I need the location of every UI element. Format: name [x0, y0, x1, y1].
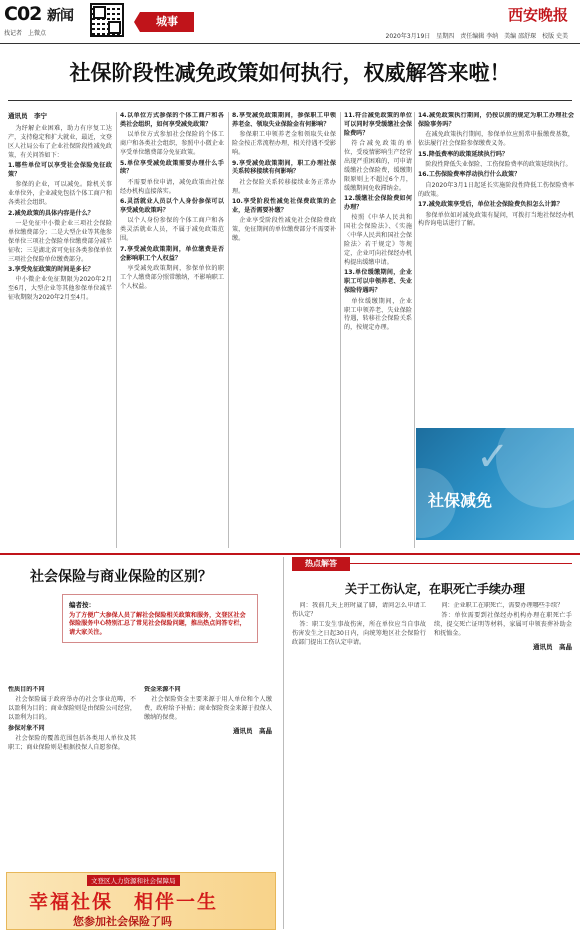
article-column-3: [232, 112, 336, 548]
section-heading: 12.缓缴社会保险费如何办理？: [344, 195, 412, 212]
lower-byline: 通讯员 高晶: [233, 727, 272, 736]
section-heading: 5.单位享受减免政策需要办理什么手续？: [120, 159, 224, 176]
byline: 通讯员 李宁: [8, 112, 47, 120]
ad-subslogan: 您参加社会保险了吗: [73, 915, 172, 928]
section-heading: 参保对象不同: [8, 724, 45, 732]
paragraph: 以单位方式参加社会保险的个体工商户和各类社会组织，参照中小微企业享受单位缴费部分免征政策。: [120, 131, 224, 157]
paragraph: 阶段性降低失业保险、工伤保险费率的政策延续执行。: [425, 161, 572, 169]
paragraph: 不需要单位申请，减免政策由社保经办机构直接落实。: [120, 178, 224, 195]
paragraph: 在减免政策执行期间，参保单位应照常申报缴费基数，依法履行社会保险参保缴费义务。: [418, 131, 574, 148]
paragraph: 参保职工申领养老金和领取失业保险金按正常流程办理，相关待遇不受影响。: [232, 131, 336, 157]
article-column-1: [8, 112, 112, 548]
hot-answer-tag: 热点解答: [292, 557, 350, 571]
section-heading: 9.享受减免政策期间，职工办理社保关系转移接续有何影响？: [232, 159, 336, 176]
editor-note-box: [62, 594, 258, 643]
social-security-photo: [416, 428, 574, 540]
section-heading: 7.享受减免政策期间，单位缴费是否会影响职工个人权益？: [120, 245, 224, 262]
ad-sponsor: 文登区人力资源和社会保障局: [87, 875, 180, 886]
qa-paragraph: 答：单位需要到社保经办机构办理在职死亡手续，提交死亡证明等材料，家属可申领丧葬补助金和抚恤金。: [434, 612, 572, 638]
paragraph: 社会保险关系转移接续业务正常办理。: [232, 178, 336, 195]
column-divider: [414, 112, 415, 548]
qa-paragraph: 答：职工发生事故伤害，所在单位应当自事故伤害发生之日起30日内，向统筹地区社会保险行政部门提出工伤认定申请。: [292, 621, 426, 647]
paragraph: 以个人身份参保的个体工商户和各类灵活就业人员，不属于减免政策范围。: [120, 217, 224, 243]
page-label: 新闻: [47, 8, 74, 24]
section-heading: 15.降低费率的政策延续执行吗？: [418, 150, 509, 158]
page-number: [4, 3, 73, 25]
qa-paragraph: 问：我前几天上班时崴了脚，请问怎么申请工伤认定？: [292, 602, 426, 618]
paragraph: 自2020年3月1日起延长实施阶段性降低工伤保险费率的政策。: [418, 181, 574, 198]
paragraph: 社会保险资金主要来源于用人单位和个人缴费，政府给予补贴；商业保险资金来源于投保人缴纳的保费。: [144, 696, 272, 722]
right-byline: 通讯员 高晶: [533, 643, 572, 652]
article-column-2: [120, 112, 224, 548]
section-heading: 性质目的不同: [8, 686, 45, 693]
paragraph: 社会保险属于政府举办的社会事业范畴，不以盈利为目的；商业保险则是由保险公司经营，以盈利为目的。: [8, 696, 136, 722]
section-heading: 13.单位缓缴期间，企业职工可以申领养老、失业保险待遇吗？: [344, 269, 412, 295]
paragraph: 企业享受阶段性减免社会保险费政策，免征期间的单位缴费部分不需要补缴。: [232, 217, 336, 243]
section-heading: 17.减免政策享受后，单位社会保险费负担怎么计算？: [418, 201, 563, 209]
section-heading: 16.工伤保险费率浮动执行什么政策？: [418, 171, 521, 179]
paragraph: 按照《中华人民共和国社会保险法》、《实施〈中华人民共和国社会保险法〉若干规定》等规定，企业可向社保经办机构提出缓缴申请。: [344, 214, 412, 266]
right-article-title: 关于工伤认定，在职死亡手续办理: [345, 582, 526, 596]
column-divider: [116, 112, 117, 548]
right-column-1: [292, 602, 426, 928]
section-heading: 3.享受免征政策的时间是多长？: [8, 266, 94, 273]
column-divider: [228, 112, 229, 548]
header-sub: 找记者 上微点: [4, 30, 47, 37]
lower-column-2: [144, 686, 272, 866]
paragraph: 社会保险的覆盖范围包括各类用人单位及其职工；商业保险则是根据投保人自愿参保。: [8, 735, 136, 751]
section-heading: 10.享受阶段性减免社保费政策的企业，是否需要补缴？: [232, 198, 336, 215]
photo-slogan: 社保减免: [428, 491, 493, 510]
main-headline: 社保阶段性减免政策如何执行，权威解答来啦！: [69, 61, 511, 85]
column-divider: [340, 112, 341, 548]
section-heading: 2.减免政策的具体内容是什么？: [8, 209, 94, 217]
lower-column-1: [8, 686, 136, 866]
article-column-4: [344, 112, 412, 548]
editor-note-title: 编者按：: [69, 601, 95, 609]
paragraph: 一是免征中小微企业三项社会保险单位缴费部分；二是大型企业等其他参保单位三项社会保险单位缴费部分减半征收；三是湖北省可免征各类参保单位三项社会保险单位缴费部分。: [8, 219, 112, 263]
section-heading: 8.享受减免政策期间，参保职工申领养老金、领取失业保险金有何影响？: [232, 112, 336, 128]
page-header: [0, 0, 580, 44]
editor-note-body: 为了方便广大参保人员了解社会保险相关政策和服务，文登区社会保险服务中心特别汇总了常见社会保险问题，推出热点问答专栏，请大家关注。: [69, 611, 246, 636]
section-tag: 城事: [140, 12, 194, 32]
hot-answer-rule: [350, 563, 572, 564]
qa-paragraph: 问：企业职工在职死亡，需要办理哪些手续？: [441, 602, 564, 609]
paragraph: 参保的企业，可以减免。除机关事业单位外，企业减免包括个体工商户和各类社会组织。: [8, 181, 112, 207]
paragraph: 单位缓缴期间，企业职工申领养老、失业保险待遇，转移社会保险关系的，按规定办理。: [344, 297, 412, 332]
section-heading: 14.减免政策执行期间，仍按以前的规定为职工办理社会保险事务吗？: [418, 112, 574, 128]
paragraph: 参保单位如对减免政策有疑问，可拨打当地社保经办机构咨询电话进行了解。: [418, 211, 574, 228]
social-security-ad-banner[interactable]: [6, 872, 276, 930]
page-no: C02: [4, 3, 42, 25]
qr-code-icon[interactable]: [90, 3, 124, 37]
newspaper-logo: 西安晚报: [507, 6, 568, 24]
lower-article-title: 社会保险与商业保险的区别？: [30, 569, 212, 585]
section-heading: 4.以单位方式参保的个体工商户和各类社会组织，如何享受减免政策？: [120, 112, 224, 128]
headline-rule: [8, 100, 572, 101]
section-heading: 1.哪些单位可以享受社会保险免征政策？: [8, 162, 112, 178]
paragraph: 符合减免政策的单位，受疫情影响生产经营出现严重困难的，可申请缓缴社会保险费，缓缴期限原则上不超过6个月，缓缴期间免收滞纳金。: [344, 140, 412, 192]
paragraph: 为纾解企业困难，助力有序复工达产，支持稳定和扩大就业，最近，文登区人社局公布了企业社保阶段性减免政策，有关问答如下：: [8, 124, 112, 159]
section-heading: 资金来源不同: [144, 686, 181, 693]
section-separator: [0, 553, 580, 555]
section-heading: 11.符合减免政策的单位可以同时享受缓缴社会保险费吗？: [344, 112, 412, 137]
section-heading: 6.灵活就业人员以个人身份参保可以享受减免政策吗？: [120, 198, 224, 215]
right-column-2: [434, 602, 572, 928]
ad-slogan: 幸福社保 相伴一生: [29, 891, 219, 913]
column-divider: [283, 557, 284, 929]
paragraph: 中小微企业免征期限为2020年2月至6月，大型企业等其他参保单位减半征收期限为2020年2月至4月。: [8, 276, 112, 302]
checkmark-icon: ✓: [476, 434, 510, 480]
article-column-5: [418, 112, 574, 424]
header-date: 2020年3月19日 星期四 责任编辑 李纳 美编 邵舒琛 校版 史美: [385, 33, 568, 40]
paragraph: 享受减免政策期间，参保单位的职工个人缴费部分照常缴纳，不影响职工个人权益。: [120, 265, 224, 290]
